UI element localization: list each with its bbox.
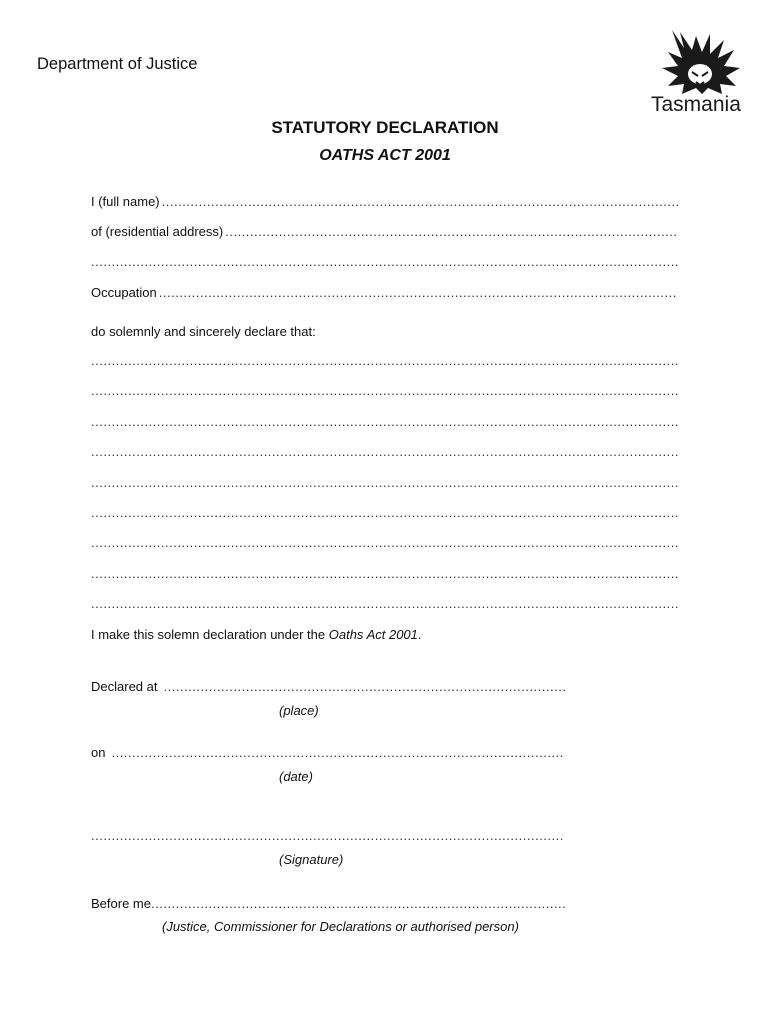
address-continuation-field[interactable] [91,254,678,272]
before-me-dotted-line [151,896,565,911]
document-title: STATUTORY DECLARATION [271,118,499,137]
declaration-dotted-line [91,535,678,550]
declaration-dotted-line [91,414,678,429]
address-label: of (residential address) [91,224,224,239]
declaration-line[interactable] [91,596,678,614]
statement-act: Oaths Act 2001 [328,627,418,642]
department-name: Department of Justice [37,55,198,73]
date-label: on [91,745,106,760]
signature-field[interactable] [91,828,565,846]
full-name-label: I (full name) [91,194,160,209]
full-name-dotted-line [162,194,678,209]
address-field[interactable] [91,224,678,242]
signature-dotted-line [91,828,565,843]
date-dotted-line [111,745,565,760]
date-field[interactable] [91,745,565,763]
declaration-line[interactable] [91,444,678,462]
declaration-dotted-line [91,505,678,520]
declaration-dotted-line [91,444,678,459]
statement-prefix: I make this solemn declaration under the [91,627,329,642]
declared-at-dotted-line [163,679,565,694]
address-continuation-dotted-line [91,254,678,269]
declaration-dotted-line [91,353,678,368]
declaration-dotted-line [91,475,678,490]
address-dotted-line [225,224,678,239]
document-subtitle: OATHS ACT 2001 [319,147,451,164]
statement-suffix: . [417,627,422,642]
occupation-label: Occupation [91,285,157,300]
declared-at-field[interactable] [91,679,565,697]
declaration-line[interactable] [91,566,678,584]
signature-caption: (Signature) [279,852,344,867]
logo-wordmark: Tasmania [651,93,741,116]
occupation-field[interactable] [91,285,678,303]
declaration-line[interactable] [91,383,678,401]
solemn-statement [91,627,422,642]
occupation-dotted-line [159,285,678,300]
full-name-field[interactable] [91,194,678,212]
declared-at-label: Declared at [91,679,158,694]
declaration-line[interactable] [91,505,678,523]
witness-caption: (Justice, Commissioner for Declarations or authorised person) [162,919,519,934]
declaration-line[interactable] [91,353,678,371]
declaration-dotted-line [91,596,678,611]
before-me-field[interactable] [91,896,565,914]
declaration-dotted-line [91,383,678,398]
declaration-line[interactable] [91,475,678,493]
declaration-line[interactable] [91,414,678,432]
before-me-label: Before me [91,896,151,911]
declaration-dotted-line [91,566,678,581]
date-caption: (date) [279,769,313,784]
place-caption: (place) [279,703,319,718]
declaration-line[interactable] [91,535,678,553]
declare-text: do solemnly and sincerely declare that: [91,324,316,339]
